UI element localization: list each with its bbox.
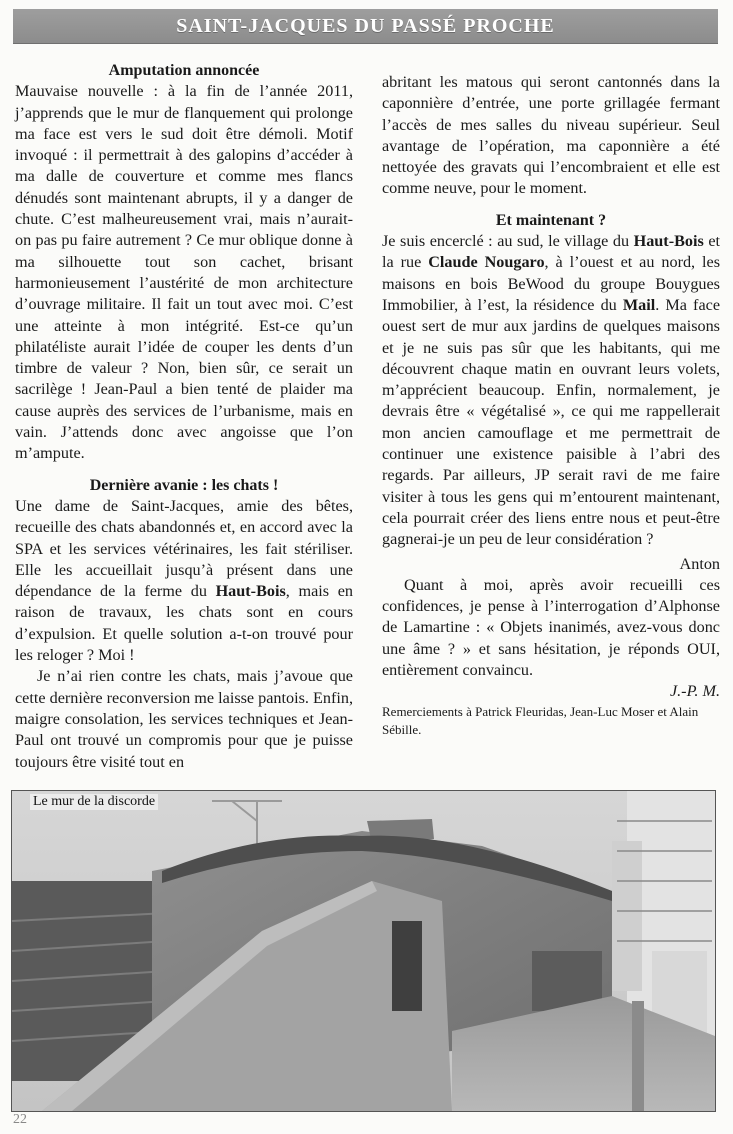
right-column [382,72,720,739]
photo-caption: Le mur de la discorde [30,794,158,810]
paragraph-reconversion: Je n’ai rien contre les chats, mais j’avoue que cette dernière reconversion me laisse pantois. Enfin, maigre consolation, les services techniques et Jean-Paul ont trouvé un compromis pour que je puisse toujours être visité tout en [15,667,354,771]
heading-chats: Dernière avanie : les chats ! [89,476,279,494]
paragraph-caponniere: abritant les matous qui seront cantonnés dans la caponnière d’entrée, une porte grillagée fermant l’accès de mes salles du niveau supérieur. Seul avantage de l’opération, ma caponnière a été nettoyée des gravats qui l’encombraient et elle est comme neuve, pour le moment. [382,73,720,198]
signature: J.-P. M. [669,682,720,701]
paragraph-chats: Une dame de Saint-Jacques, amie des bêtes, recueille des chats abandonnés et, en accord avec la SPA et les services vétérinaires, les fait stériliser. Elle les accueillait jusqu’à présent dans une dépendance de la ferme du Haut-Bois, mais en raison de travaux, les chats sont en cours d’expulsion. Et quelle solution a-t-on trouvé pour les reloger ? Moi ! [15,496,353,665]
acknowledgements: Remerciements à Patrick Fleuridas, Jean-Luc Moser et Alain Sébille. [382,703,699,737]
paragraph-encercle: Je suis encerclé : au sud, le village du Haut-Bois et la rue Claude Nougaro, à l’ouest et au nord, les maisons en bois BeWood du groupe Bouygues Immobilier, à l’est, la résidence du Mail. Ma face ouest sert de mur aux jardins de quelques maisons et je ne suis pas sûr que les habitants, qui me découvrent chaque matin en ouvrant leurs volets, m’apprécient beaucoup. Enfin, normalement, je devrais être « végétalisé », ce qui me rappellerait mon ancien camouflage et me permettrait de continuer une existence paisible à l’abri des regards. Par ailleurs, JP serait ravi de me faire visiter à tous les gens qui m’entourent maintenant, cela pourrait créer des liens entre nous et peut-être gagnerai-je un peu de leur considération ? [382,232,721,549]
bold-haut-bois: Haut-Bois [215,582,286,601]
heading-maintenant: Et maintenant ? [495,211,607,229]
bunker-door [392,921,422,1011]
left-column [15,60,353,773]
bunker-photo [11,790,716,1112]
page-number: 22 [13,1112,27,1127]
author-anton: Anton [679,554,720,573]
paragraph-amputation: Mauvaise nouvelle : à la fin de l’année 2011, j’apprends que le mur de flanquement qui prolonge ma face est vers le sud doit être démoli. Motif invoqué : il permettrait à des galopins d’accéder à ma dalle de couverture et comme mes flancs dénudés sont maintenant abrupts, il y a danger de chute. C’est malheureusement vrai, mais n’aurait-on pas pu faire autrement ? Ce mur oblique donne à ma silhouette tout son cachet, brisant harmonieusement l’austérité de mon architecture d’ouvrage militaire. Il fait un tout avec moi. C’est une atteinte à mon intégrité. Est-ce qu’un philatéliste aurait l’idée de couper les dents d’un timbre de valeur ? Non, bien sûr, ce serait un sacrilège ! Jean-Paul a bien tenté de plaider ma cause auprès des services de l’urbanisme, mais en vain. J’attends donc avec angoisse que l’on m’ampute. [15,82,353,463]
section-title: SAINT-JACQUES DU PASSÉ PROCHE [176,14,555,37]
paragraph-quant-a-moi: Quant à moi, après avoir recueilli ces confidences, je pense à l’interrogation d’Alphonse de Lamartine : « Objets inanimés, avez-vous donc une âme ? » et sans hésitation, je réponds OUI, entièrement convaincu. [382,575,720,680]
section-header [13,9,718,44]
bunker-photo-illustration [12,791,715,1111]
heading-amputation: Amputation annoncée [108,62,260,79]
